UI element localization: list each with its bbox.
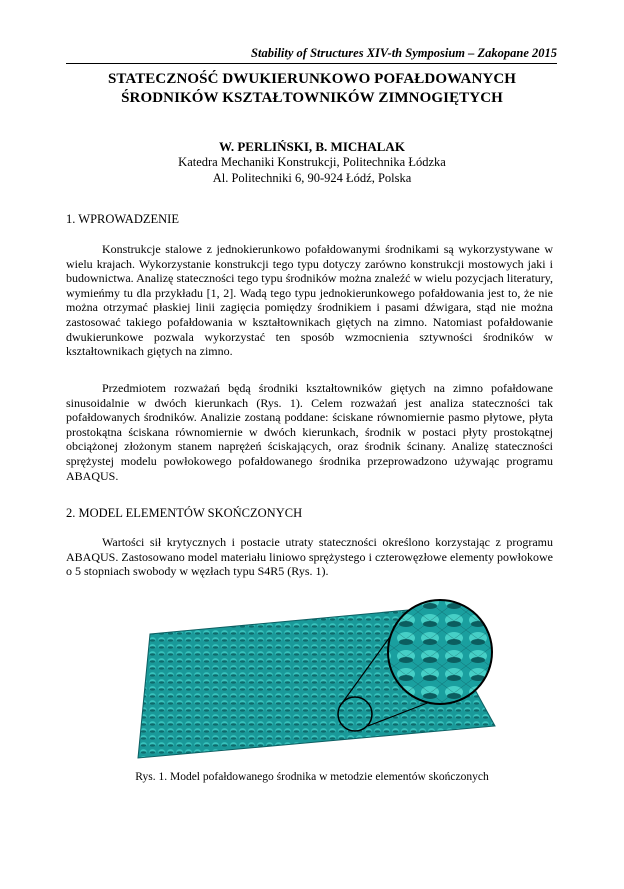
- section-body-introduction: [66, 242, 553, 359]
- authors: W. PERLIŃSKI, B. MICHALAK: [219, 139, 405, 154]
- section-body-introduction-2: [66, 381, 553, 483]
- paragraph: Wartości sił krytycznych i postacie utraty stateczności określono korzystając z programu ABAQUS. Zastosowano model materiału liniowo sprężystego i czterowęzłowe elementy powłokowe o 5 stopniach swobody w węzłach typu S4R5 (Rys. 1).: [66, 535, 553, 579]
- figure-corrugated-web-mesh: [130, 594, 500, 764]
- running-header: Stability of Structures XIV-th Symposium – Zakopane 2015: [251, 46, 557, 60]
- figure-caption: Rys. 1. Model pofałdowanego środnika w metodzie elementów skończonych: [135, 771, 489, 783]
- header-rule: [66, 63, 557, 64]
- affiliation-line-1: Katedra Mechaniki Konstrukcji, Politechnika Łódzka: [178, 155, 446, 169]
- title-line-2: ŚRODNIKÓW KSZTAŁTOWNIKÓW ZIMNOGIĘTYCH: [121, 90, 503, 106]
- section-heading-fem-model: 2. MODEL ELEMENTÓW SKOŃCZONYCH: [66, 506, 303, 520]
- section-heading-introduction: 1. WPROWADZENIE: [66, 212, 179, 226]
- paper-title: [60, 70, 564, 108]
- paragraph: Przedmiotem rozważań będą środniki kształtowników giętych na zimno pofałdowane sinusoidalnie w dwóch kierunkach (Rys. 1). Celem rozważań jest analiza stateczności tak pofałdowanych środników. Analizie zostaną poddane: ściskane równomiernie pasmo płytowe, płyta prostokątna ściskana równomiernie w dwóch kierunkach, środnik w postaci płyty prostokątnej obciążonej złożonym stanem naprężeń ściskających, oraz środnik ścinany. Analizę stateczności sprężystej modelu powłokowego pofałdowanego środnika przeprowadzono używając programu ABAQUS.: [66, 381, 553, 483]
- title-line-1: STATECZNOŚĆ DWUKIERUNKOWO POFAŁDOWANYCH: [107, 71, 517, 87]
- section-body-fem-model: [66, 535, 553, 579]
- affiliation-line-2: Al. Politechniki 6, 90-924 Łódź, Polska: [212, 171, 412, 185]
- paragraph: Konstrukcje stalowe z jednokierunkowo pofałdowanymi środnikami są wykorzystywane w wielu krajach. Wykorzystanie konstrukcji tego typu dotyczy zarówno konstrukcji mostowych jaki i budownictwa. Analizę stateczności tego typu środników można znaleźć w wielu pozycjach literatury, wymieńmy tu dla przykładu [1, 2]. Wadą tego typu jednokierunkowego pofałdowania jest to, że nie można otrzymać płaskiej linii zagięcia pomiędzy środnikiem i pasami dźwigara, stąd nie można zastosować takiego pofałdowania w kształtownikach giętych na zimno. Natomiast pofałdowanie dwukierunkowe pozwala wykorzystać ten sposób wzmocnienia sztywności środników w kształtownikach giętych na zimno.: [66, 242, 553, 359]
